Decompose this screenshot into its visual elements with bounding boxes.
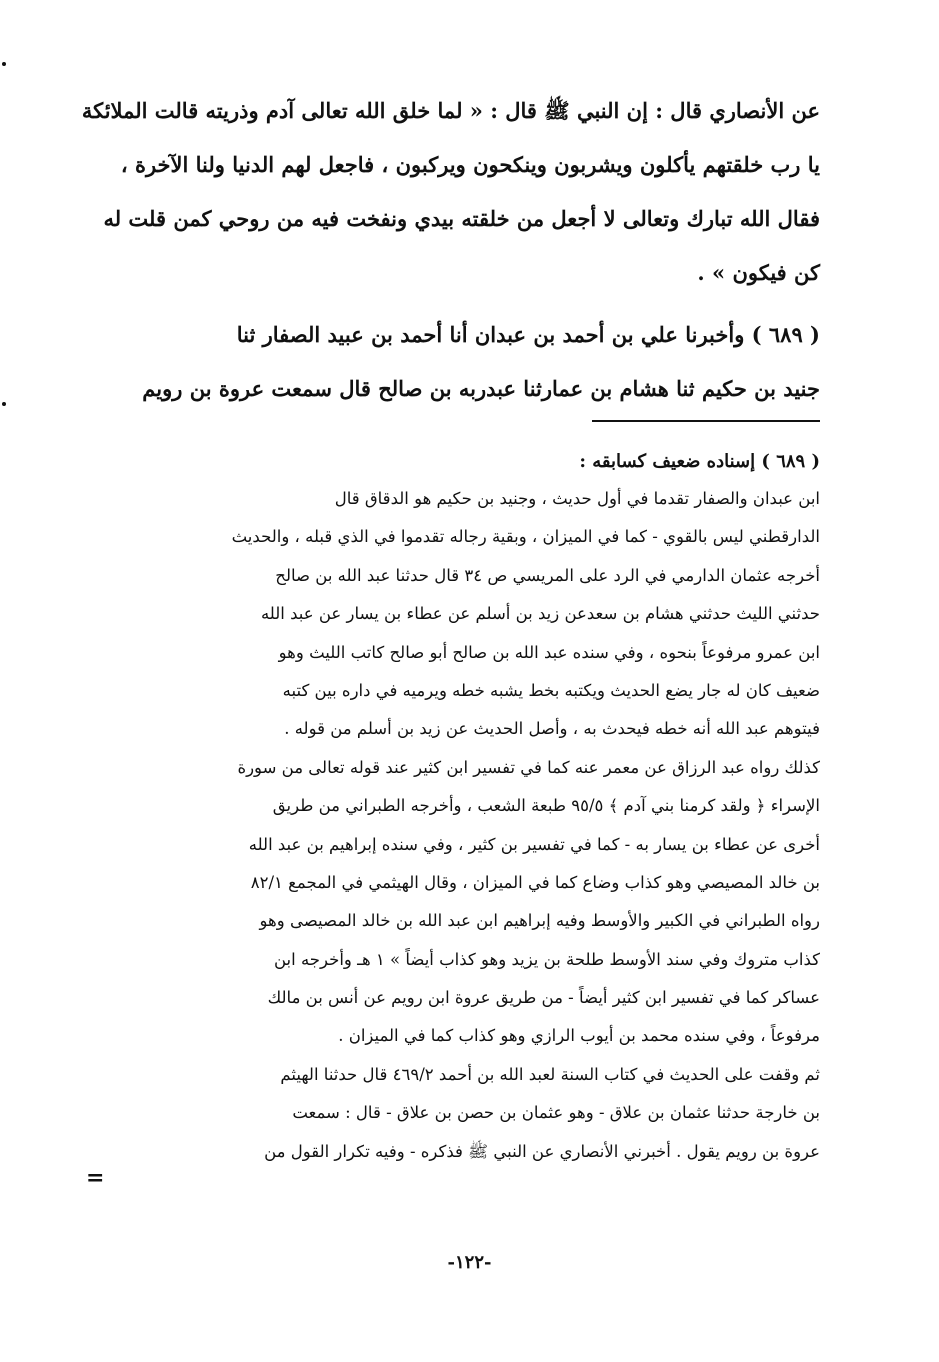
footnote-block [100,444,820,1171]
scan-speck-middle [2,402,6,406]
footnote-line: بن خالد المصيصي وهو كذاب وضاع كما في الميزان ، وقال الهيثمي في المجمع ٨٢/١ [250,872,820,892]
footnote-line: عروة بن رويم يقول . أخبرني الأنصاري عن النبي ﷺ فذكره - وفيه تكرار القول من [264,1141,820,1161]
footnote-line: الإسراء ﴿ ولقد كرمنا بني آدم ﴾ ٩٥/٥ طبعة الشعب ، وأخرجه الطبراني من طريق [272,796,820,816]
footnote-line: ثم وقفت على الحديث في كتاب السنة لعبد الله بن أحمد ٤٦٩/٢ قال حدثنا الهيثم [280,1064,820,1084]
footnote-line: بن خارجة حدثنا عثمان بن علاق - وهو عثمان بن حصن بن علاق - قال : سمعت [292,1103,820,1123]
footnote-line: عساكر كما في تفسير ابن كثير أيضاً - من طريق عروة ابن رويم عن أنس بن مالك [267,988,820,1008]
footnote-line: رواه الطبراني في الكبير والأوسط وفيه إبراهيم ابن عبد الله بن خالد المصيصى وهو [259,911,820,931]
footnote-line: مرفوعاً ، وفي سنده محمد بن أيوب الرازي وهو كذاب كما في الميزان . [338,1026,820,1046]
hadith-number-line: ( ٦٨٩ ) وأخبرنا علي بن أحمد بن عبدان أنا أحمد بن عبيد الصفار ثنا [236,322,820,347]
footnote-line: ابن عمرو مرفوعاً بنحوه ، وفي سنده عبد الله بن صالح أبو صالح كاتب الليث وهو [278,642,820,662]
footnote-line: أخرجه عثمان الدارمي في الرد على المريسي ص ٣٤ قال حدثنا عبد الله بن صالح [275,565,820,585]
footnote-line: فيتوهم عبد الله أنه خطه فيحدث به ، وأصل الحديث عن زيد بن أسلم من قوله . [284,719,820,739]
footnote-line: كذلك رواه عبد الرزاق عن معمر عنه كما في تفسير ابن كثير عند قوله تعالى من سورة [237,757,820,777]
footnote-heading: ( ٦٨٩ ) إسناده ضعيف كسابقه : [579,451,820,472]
main-text-line: جنيد بن حكيم ثنا هشام بن عمارثنا عبدربه بن صالح قال سمعت عروة بن رويم [142,376,820,401]
page-number: -١٢٢- [447,1252,492,1273]
main-text-line: عن الأنصاري قال : إن النبي ﷺ قال : « لما خلق الله تعالى آدم وذريته قالت الملائكة [81,98,820,123]
continuation-mark: = [86,1165,105,1191]
scan-speck-top [2,62,6,66]
footnote-line: أخرى عن عطاء بن يسار به - كما في تفسير بن كثير ، وفي سنده إبراهيم بن عبد الله [248,834,820,854]
main-text-line: فقال الله تبارك وتعالى لا أجعل من خلقته بيدي ونفخت فيه من روحي كمن قلت له [103,206,820,231]
main-text-block [81,84,820,416]
footnote-line: الدارقطني ليس بالقوي - كما في الميزان ، وبقية رجاله تقدموا في الذي قبله ، والحديث [231,527,820,547]
footnote-line: ضعيف كان له جار يضع الحديث ويكتبه بخط يشبه خطه ويرميه في داره بين كتبه [282,680,820,700]
footnote-line: كذاب متروك وفي سند الأوسط طلحة بن يزيد وهو كذاب أيضاً » ١ هـ وأخرجه ابن [273,949,820,969]
footnote-line: ابن عبدان والصفار تقدما في أول حديث ، وجنيد بن حكيم هو الدقاق قال [334,489,820,508]
main-text-line: يا رب خلقتهم يأكلون ويشربون وينكحون ويركبون ، فاجعل لهم الدنيا ولنا الآخرة ، [120,152,820,177]
footnote-line: حدثني الليث حدثني هشام بن سعدعن زيد بن أسلم عن عطاء بن يسار عن عبد الله [260,604,820,624]
main-text-line: كن فيكون » . [697,260,820,285]
footnote-divider [592,420,820,422]
